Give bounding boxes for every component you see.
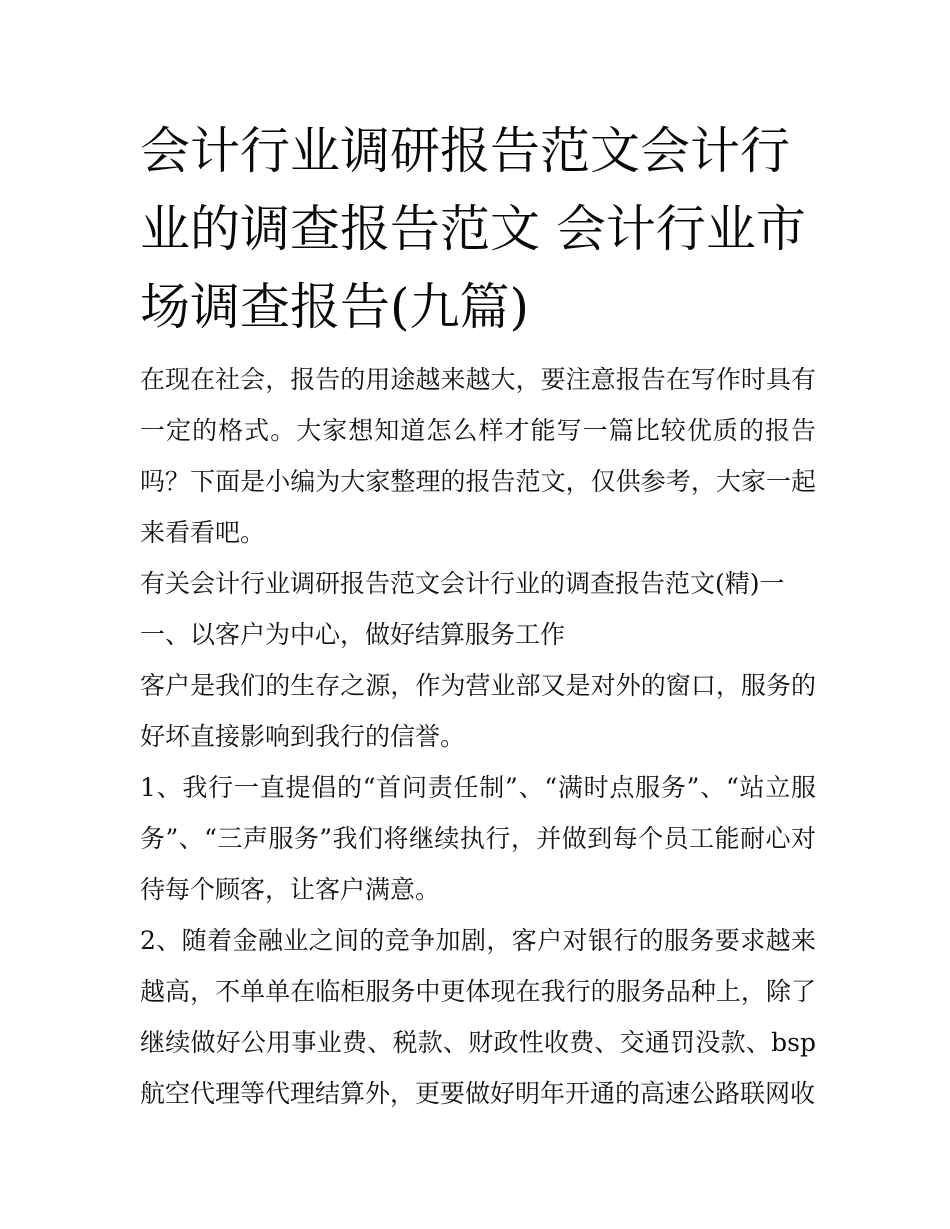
numbered-item-1: 1、我行一直提倡的“首问责任制”、“满时点服务”、“站立服务”、“三声服务”我们将继续执行，并做到每个员工能耐心对待每个顾客，让客户满意。 [140, 773, 816, 904]
body-paragraph: 客户是我们的生存之源，作为营业部又是对外的窗口，服务的好坏直接影响到我行的信誉。 [140, 671, 816, 751]
document-title: 会计行业调研报告范文会计行业的调查报告范文 会计行业市场调查报告(九篇) [140, 122, 806, 336]
numbered-item-2: 2、随着金融业之间的竞争加剧，客户对银行的服务要求越来越高，不单单在临柜服务中更体现在我行的服务品种上，除了继续做好公用事业费、税款、财政性收费、交通罚没款、bsp航空代理等代理结算外，更要做好明年开通的高速公路联网收 [140, 926, 816, 1108]
document-body [140, 112, 816, 1119]
subsection-heading: 一、以客户为中心，做好结算服务工作 [140, 620, 566, 649]
section-heading: 有关会计行业调研报告范文会计行业的调查报告范文(精)一 [140, 569, 785, 598]
intro-paragraph: 在现在社会，报告的用途越来越大，要注意报告在写作时具有一定的格式。大家想知道怎么样才能写一篇比较优质的报告吗？下面是小编为大家整理的报告范文，仅供参考，大家一起来看看吧。 [140, 365, 816, 547]
